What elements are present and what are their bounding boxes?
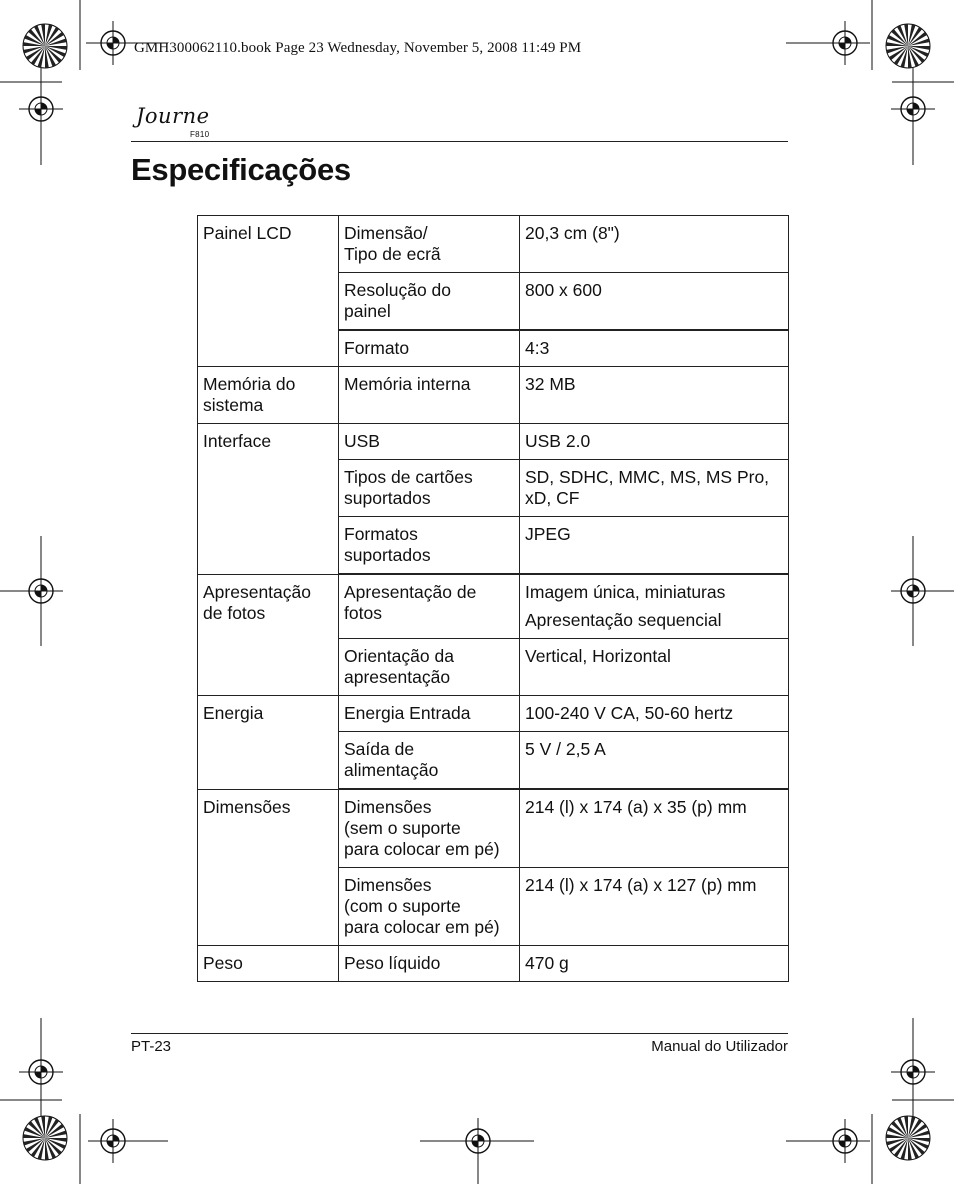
spec-item-line: Peso líquido (344, 953, 441, 973)
spec-item-line: para colocar em pé) (344, 917, 500, 937)
spec-item (339, 732, 520, 790)
spec-value-line: Imagem única, miniaturas (525, 582, 726, 602)
spec-value (520, 574, 789, 639)
spec-item-line: painel (344, 301, 391, 321)
spec-value (520, 216, 789, 273)
spec-item-line: Dimensões (344, 875, 432, 895)
spec-value-line: 470 g (525, 953, 569, 973)
spec-category: Interface (198, 424, 339, 575)
page-title: Especificações (131, 152, 351, 187)
spec-value (520, 460, 789, 517)
spec-value (520, 517, 789, 575)
spec-item-line: Dimensões (344, 797, 432, 817)
spec-category: Energia (198, 696, 339, 790)
spec-item-line: Memória interna (344, 374, 471, 394)
spec-item (339, 367, 520, 424)
spec-item (339, 424, 520, 460)
spec-item-line: (sem o suporte (344, 818, 461, 838)
spec-value (520, 424, 789, 460)
spec-item-line: Formatos (344, 524, 418, 544)
table-row (198, 789, 789, 868)
spec-value (520, 330, 789, 367)
spec-value-line: 800 x 600 (525, 280, 602, 300)
spec-item-line: (com o suporte (344, 896, 461, 916)
table-row (198, 946, 789, 982)
table-row (198, 574, 789, 639)
spec-item-line: Orientação da apresentação (344, 646, 454, 687)
spec-item-line: para colocar em pé) (344, 839, 500, 859)
spec-value-line: 32 MB (525, 374, 576, 394)
spec-item-line: Formato (344, 338, 410, 358)
model-label: F810 (190, 130, 210, 139)
spec-value (520, 868, 789, 946)
spec-category: Dimensões (198, 789, 339, 946)
spec-item-line: Tipo de ecrã (344, 244, 441, 264)
table-row (198, 696, 789, 732)
spec-category: Apresentação de fotos (198, 574, 339, 696)
spec-value-line: 4:3 (525, 338, 550, 358)
spec-value-line: USB 2.0 (525, 431, 591, 451)
spec-value-line: 5 V / 2,5 A (525, 739, 606, 759)
spec-item (339, 639, 520, 696)
manual-name: Manual do Utilizador (651, 1038, 788, 1055)
spec-category: Peso (198, 946, 339, 982)
spec-category: Painel LCD (198, 216, 339, 367)
table-row (198, 424, 789, 460)
spec-value-line: 100-240 V CA, 50-60 hertz (525, 703, 734, 723)
spec-category: Memória do sistema (198, 367, 339, 424)
spec-value (520, 789, 789, 868)
spec-item-line: Energia Entrada (344, 703, 471, 723)
header-rule (131, 141, 788, 142)
spec-item-line: Apresentação de fotos (344, 582, 477, 623)
spec-value (520, 367, 789, 424)
spec-value-line: JPEG (525, 524, 571, 544)
spec-item (339, 574, 520, 639)
spec-item-line: suportados (344, 545, 431, 565)
spec-value-line: SD, SDHC, MMC, MS, MS Pro, xD, CF (525, 467, 770, 508)
spec-value (520, 273, 789, 331)
spec-item (339, 696, 520, 732)
spec-value-line: 214 (l) x 174 (a) x 35 (p) mm (525, 797, 747, 817)
spec-item-line: USB (344, 431, 380, 451)
spec-value (520, 946, 789, 982)
spec-value (520, 639, 789, 696)
spec-item-line: alimentação (344, 760, 439, 780)
spec-item (339, 216, 520, 273)
spec-value-line: Apresentação sequencial (525, 610, 722, 630)
journe-logo: Journe (136, 104, 210, 128)
spec-item (339, 868, 520, 946)
spec-value (520, 696, 789, 732)
print-slug: GMH300062110.book Page 23 Wednesday, November 5, 2008 11:49 PM (134, 40, 582, 56)
specifications-table (197, 215, 789, 982)
page-number: PT-23 (131, 1038, 172, 1055)
spec-value-line: 20,3 cm (8") (525, 223, 620, 243)
spec-value-line: Vertical, Horizontal (525, 646, 671, 666)
spec-item-line: Saída de (344, 739, 415, 759)
footer-rule (131, 1033, 788, 1034)
spec-item (339, 789, 520, 868)
spec-value (520, 732, 789, 790)
spec-item (339, 460, 520, 517)
spec-item (339, 330, 520, 367)
spec-item-line: Resolução do (344, 280, 452, 300)
spec-item (339, 273, 520, 331)
table-row (198, 367, 789, 424)
spec-item-line: Tipos de cartões suportados (344, 467, 473, 508)
spec-item-line: Dimensão/ (344, 223, 428, 243)
spec-item (339, 517, 520, 575)
spec-item (339, 946, 520, 982)
table-row (198, 216, 789, 273)
spec-value-line: 214 (l) x 174 (a) x 127 (p) mm (525, 875, 757, 895)
